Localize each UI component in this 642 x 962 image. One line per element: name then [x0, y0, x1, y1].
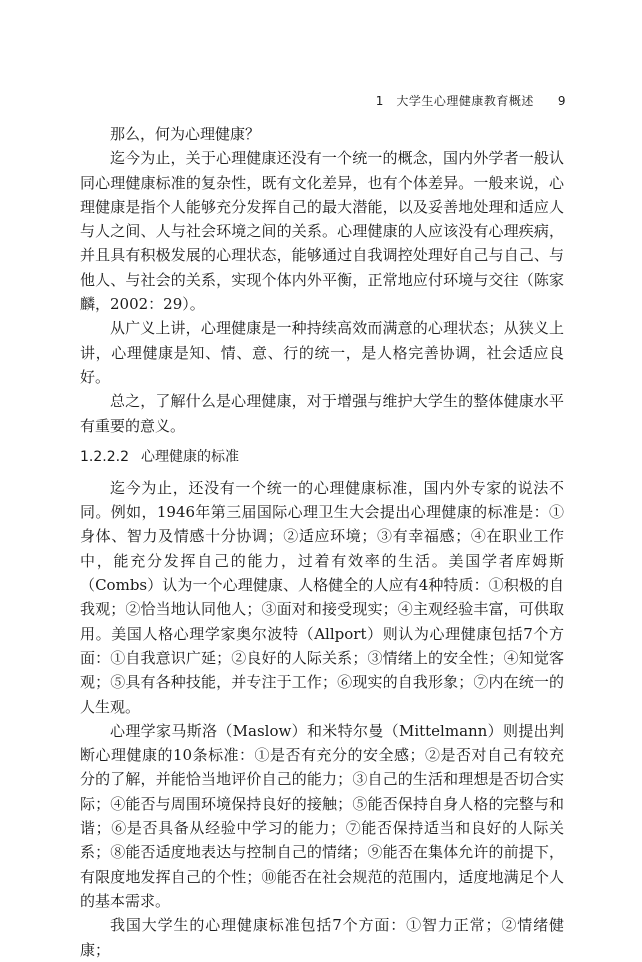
running-header — [376, 92, 566, 109]
body-text — [80, 122, 564, 962]
section-title: 心理健康的标准 — [140, 448, 239, 465]
paragraph-maslow: 心理学家马斯洛（Maslow）和米特尔曼（Mittelmann）则提出判断心理健康的10条标准：①是否有充分的安全感；②是否对自己有较充分的了解，并能恰当地评价自己的能力；③自己的生活和理想是否切合实际；④能否与周围环境保持良好的接触；⑤能否保持自身人格的完整与和谐；⑥是否具备从经验中学习的能力；⑦能否保持适当和良好的人际关系；⑧能否适度地表达与控制自己的情绪；⑨能否在集体允许的前提下，有限度地发挥自己的个性；⑩能否在社会规范的范围内，适度地满足个人的基本需求。 — [80, 721, 564, 910]
paragraph-broad-narrow: 从广义上讲，心理健康是一种持续高效而满意的心理状态；从狭义上讲，心理健康是知、情、意、行的统一，是人格完善协调，社会适应良好。 — [80, 319, 564, 386]
paragraph-question: 那么，何为心理健康？ — [110, 125, 261, 143]
section-heading — [80, 444, 564, 470]
chapter-title: 1 大学生心理健康教育概述 — [375, 94, 534, 108]
paragraph-definition: 迄今为止，关于心理健康还没有一个统一的概念，国内外学者一般认同心理健康标准的复杂性，既有文化差异，也有个体差异。一般来说，心理健康是指个人能够充分发挥自己的最大潜能，以及妥善地处理和适应人与人之间、人与社会环境之间的关系。心理健康的人应该没有心理疾病，并且具有积极发展的心理状态，能够通过自我调控处理好自己与自己、与他人、与社会的关系，实现个体内外平衡，正常地应付环境与交往（陈家麟，2002：29）。 — [80, 149, 564, 314]
paragraph-summary: 总之，了解什么是心理健康，对于增强与维护大学生的整体健康水平有重要的意义。 — [80, 392, 564, 435]
paragraph-standards: 迄今为止，还没有一个统一的心理健康标准，国内外专家的说法不同。例如，1946年第三届国际心理卫生大会提出心理健康的标准是：①身体、智力及情感十分协调；②适应环境；③有幸福感；④在职业工作中，能充分发挥自己的能力，过着有效率的生活。美国学者库姆斯（Combs）认为一个心理健康、人格健全的人应有4种特质：①积极的自我观；②恰当地认同他人；③面对和接受现实；④主观经验丰富，可供取用。美国人格心理学家奥尔波特（Allport）则认为心理健康包括7个方面：①自我意识广延；②良好的人际关系；③情绪上的安全性；④知觉客观；⑤具有各种技能，并专注于工作；⑥现实的自我形象；⑦内在统一的人生观。 — [80, 478, 564, 716]
page-number: 9 — [557, 94, 566, 108]
paragraph-china-standards: 我国大学生的心理健康标准包括7个方面：①智力正常；②情绪健康； — [80, 916, 564, 959]
section-number: 1.2.2.2 — [80, 448, 129, 465]
